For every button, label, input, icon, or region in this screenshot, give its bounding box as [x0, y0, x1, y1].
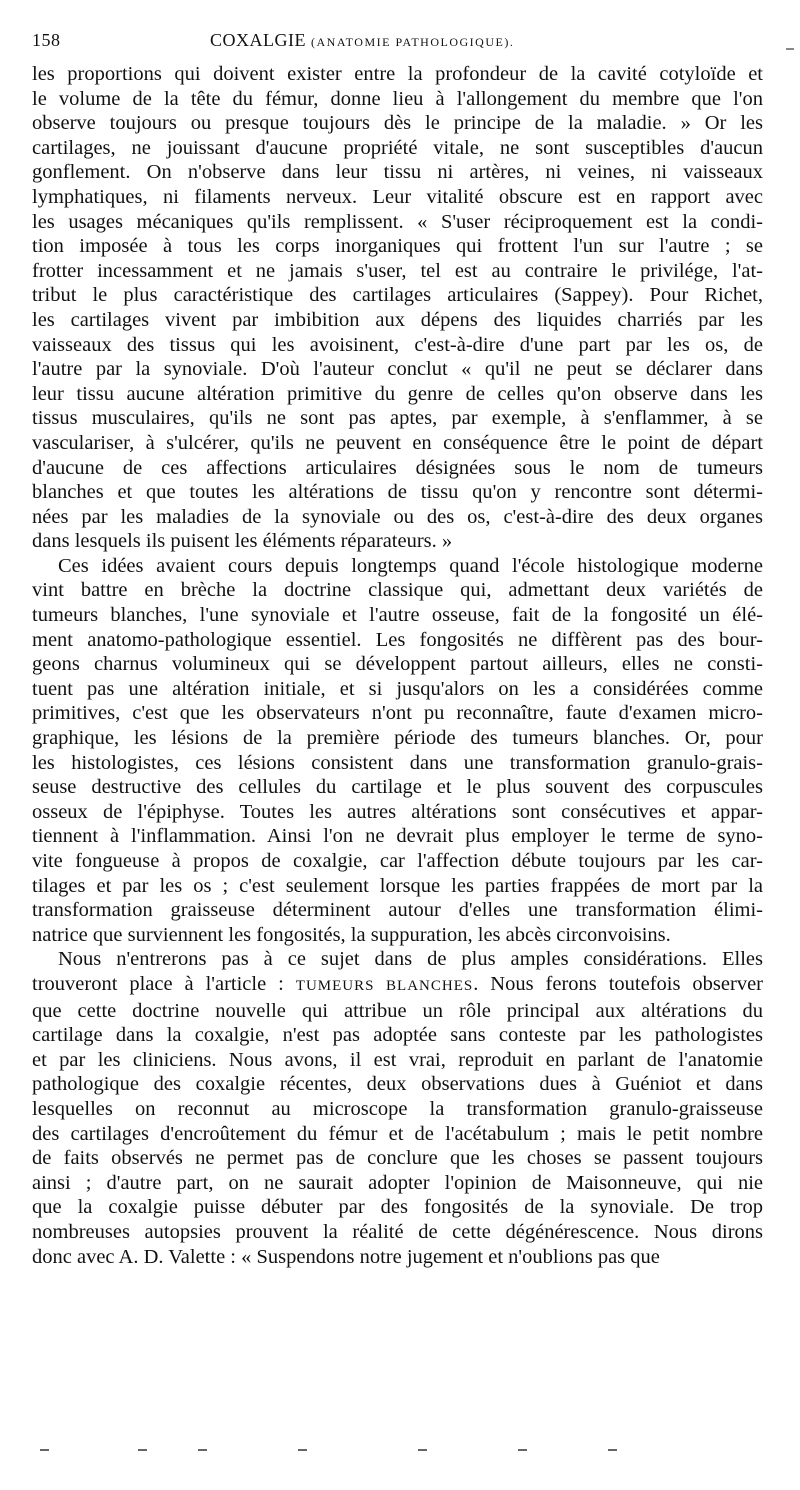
text-line: Nous n'entrerons pas à ce sujet dans de plus amples considérations. Elles: [58, 948, 763, 971]
text-line: gonflement. On n'observe dans leur tissu ni artères, ni veines, ni vaisseaux: [32, 161, 763, 184]
text-line: les histologistes, ces lésions consistent dans une transformation granulo-grais-: [32, 751, 763, 774]
text-line: tilages et par les os ; c'est seulement lorsque les parties frappées de mort par la: [32, 874, 763, 897]
text-line: cartilages, ne jouissant d'aucune propriété vitale, ne sont susceptibles d'aucun: [32, 136, 763, 159]
text-line: frotter incessamment et ne jamais s'user, tel est au contraire le privilége, l'at-: [32, 259, 763, 282]
text-line: le volume de la tête du fémur, donne lieu à l'allongement du membre que l'on: [32, 87, 763, 110]
text-line: lymphatiques, ni filaments nerveux. Leur vitalité obscure est en rapport avec: [32, 185, 763, 208]
text-line: l'autre par la synoviale. D'où l'auteur conclut « qu'il ne peut se déclarer dans: [32, 358, 763, 381]
text-line: les cartilages vivent par imbibition aux dépens des liquides charriés par les: [32, 308, 763, 331]
text-line: Ces idées avaient cours depuis longtemps quand l'école histologique moderne: [58, 554, 763, 577]
text-line: les usages mécaniques qu'ils remplissent. « S'user réciproquement est la condi-: [32, 210, 763, 233]
text-line: transformation graisseuse déterminent autour d'elles une transformation élimi-: [32, 899, 763, 922]
running-title-sub: (ANATOMIE PATHOLOGIQUE).: [311, 35, 515, 49]
footer-marks: [40, 1449, 640, 1453]
text-line: que cette doctrine nouvelle qui attribue un rôle principal aux altérations du: [32, 999, 763, 1022]
text-line: d'aucune de ces affections articulaires désignées sous le nom de tumeurs: [32, 456, 763, 479]
text-line: tiennent à l'inflammation. Ainsi l'on ne devrait plus employer le terme de syno-: [32, 825, 763, 848]
running-header: [32, 28, 763, 62]
text-line: dans lesquels ils puisent les éléments réparateurs. »: [32, 530, 453, 553]
text-line: vaisseaux des tissus qui les avoisinent, c'est-à-dire d'une part par les os, de: [32, 333, 763, 356]
text-line: lesquelles on reconnut au microscope la transformation granulo-graisseuse: [32, 1097, 763, 1120]
text-line: donc avec A. D. Valette : « Suspendons notre jugement et n'oublions pas que: [32, 1245, 660, 1268]
body-text: [32, 62, 763, 1269]
text-line: de faits observés ne permet pas de conclure que les choses se passent toujours: [32, 1147, 763, 1170]
text-line: tribut le plus caractéristique des cartilages articulaires (Sappey). Pour Richet,: [32, 284, 763, 307]
text-line: nombreuses autopsies prouvent la réalité de cette dégénérescence. Nous dirons: [32, 1220, 763, 1243]
text-line: et par les cliniciens. Nous avons, il est vrai, reproduit en parlant de l'anatomie: [32, 1048, 763, 1071]
text-line: les proportions qui doivent exister entre la profondeur de la cavité cotyloïde et: [32, 63, 763, 85]
text-line: observe toujours ou presque toujours dès le principe de la maladie. » Or les: [32, 112, 763, 135]
text-line: tissus musculaires, qu'ils ne sont pas aptes, par exemple, à s'enflammer, à se: [32, 407, 763, 430]
text-line: cartilage dans la coxalgie, n'est pas adoptée sans conteste par les pathologistes: [32, 1024, 763, 1047]
text-line: que la coxalgie puisse débuter par des fongosités de la synoviale. De trop: [32, 1196, 763, 1219]
text-line: ainsi ; d'autre part, on ne saurait adopter l'opinion de Maisonneuve, qui nie: [32, 1171, 763, 1194]
paragraph: [32, 554, 763, 948]
text-line: seuse destructive des cellules du cartilage et le plus souvent des corpuscules: [32, 776, 763, 799]
text-line: ment anatomo-pathologique essentiel. Les fongosités ne diffèrent pas des bour-: [32, 628, 763, 651]
page-number: 158: [32, 30, 61, 50]
small-caps-reference: TUMEURS BLANCHES: [295, 977, 474, 994]
text-line: des cartilages d'encroûtement du fémur et de l'acétabulum ; mais le petit nombre: [32, 1122, 763, 1145]
text-line: osseux de l'épiphyse. Toutes les autres altérations sont consécutives et appar-: [32, 800, 763, 823]
text-line: trouveront place à l'article : TUMEURS BLANCHES. Nous ferons toutefois observer: [32, 972, 763, 995]
running-title-main: COXALGIE: [210, 30, 306, 50]
text-line: tuent pas une altération initiale, et si jusqu'alors on les a considérées comme: [32, 677, 763, 700]
text-line: graphique, les lésions de la première période des tumeurs blanches. Or, pour: [32, 727, 763, 750]
text-line: blanches et que toutes les altérations de tissu qu'on y rencontre sont détermi-: [32, 481, 763, 504]
text-line: vint battre en brèche la doctrine classique qui, admettant deux variétés de: [32, 579, 763, 602]
running-title: [210, 30, 514, 51]
text-line: primitives, c'est que les observateurs n'ont pu reconnaître, faute d'examen micro-: [32, 702, 763, 725]
paragraph: [32, 62, 763, 554]
text-line: natrice que surviennent les fongosités, la suppuration, les abcès circonvoisins.: [32, 923, 671, 946]
text-line: geons charnus volumineux qui se développent partout ailleurs, elles ne consti-: [32, 653, 763, 676]
paragraph: [32, 947, 763, 1269]
text-line: tion imposée à tous les corps inorganiques qui frottent l'un sur l'autre ; se: [32, 235, 763, 258]
text-line: vasculariser, à s'ulcérer, qu'ils ne peuvent en conséquence être le point de départ: [32, 431, 763, 454]
text-line: pathologique des coxalgie récentes, deux observations dues à Guéniot et dans: [32, 1073, 763, 1096]
page-edge-mark: [786, 48, 794, 50]
text-line: nées par les maladies de la synoviale ou des os, c'est-à-dire des deux organes: [32, 505, 763, 528]
text-line: tumeurs blanches, l'une synoviale et l'autre osseuse, fait de la fongosité un élé-: [32, 604, 763, 627]
document-page: [32, 28, 763, 1269]
text-line: vite fongueuse à propos de coxalgie, car l'affection débute toujours par les car-: [32, 850, 763, 872]
text-line: leur tissu aucune altération primitive du genre de celles qu'on observe dans les: [32, 382, 763, 405]
